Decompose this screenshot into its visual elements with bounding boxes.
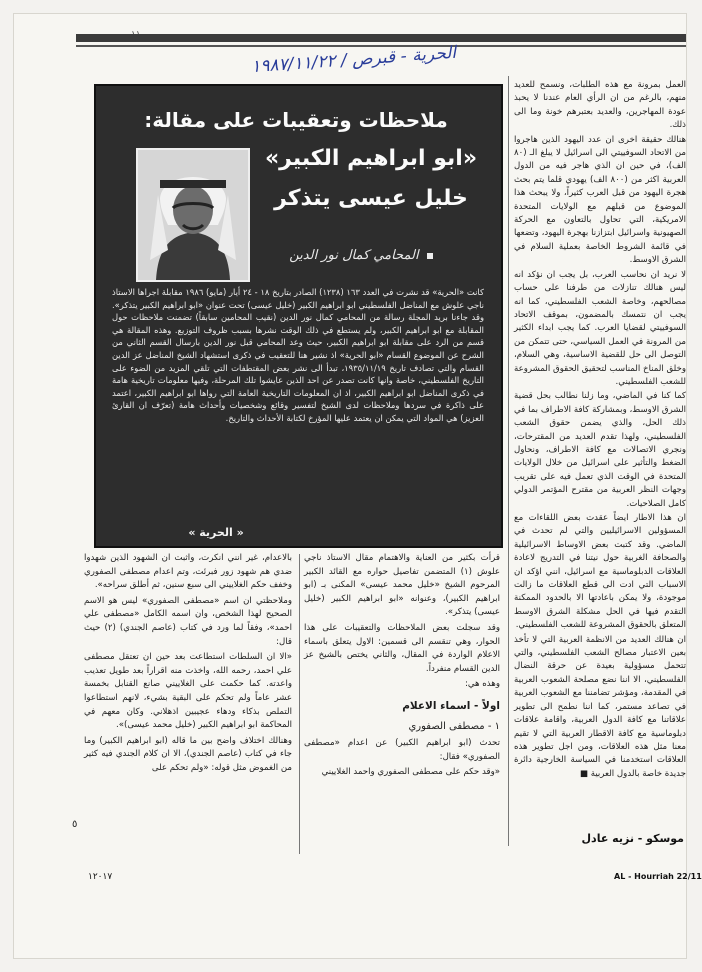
- column-divider: [508, 76, 509, 846]
- middle-paragraph: تحدث (ابو ابراهيم الكبير) عن اعدام «مصطفى الصفوري» فقال:: [304, 738, 500, 762]
- handwritten-source: الحرية - قبرص: [351, 42, 457, 71]
- right-paragraph: العمل بمرونة مع هذه الطلبات، ونسمح للعديد منهم، بالرغم من ان الرأي العام عندنا لا يحبذ عودة المهاجرين، والعديد بعتبرهم خونة وما الى ذلك.: [514, 80, 686, 131]
- right-paragraph: كما كنا في الماضي، وما زلنا نطالب بحل قضية الشرق الاوسط، وبمشاركة كافة الاطراف بما في ذلك الحل، والذي يضمن حقوق الشعب الفلسطيني، ولهذا تقدم العديد من المقترحات، ونجري الاتصالات مع كافة الاطراف، ونحاول الضغط والتأثير على اسرائيل من خلال الولايات المتحدة في الوقت الذي تعمل فيه على تقريب وجهات النظر العربية من مقترح المؤتمر الدولي كامل الصلاحيات.: [514, 391, 686, 509]
- newspaper-clipping: [14, 14, 702, 958]
- feature-intro-text: كانت «الحرية» قد نشرت في العدد ١٦٣ (١٢٣٨) الصادر بتاريخ ١٨ - ٢٤ أيار (مايو) ١٩٨٦ مقابلة اجراها الاستاذ ناجي علوش مع المناضل الفلسطيني ابو ابراهيم الكبير (خليل عيسى) تحت عنوان «ابو ابراهيم الكبير يتذكر». وقد جاءنا بريد المجلة رسالة من المحامي كمال نور الدين (نقيب المحامين سابقاً) تضمنت ملاحظات حول المقابلة مع ابو ابراهيم الكبير، ولم يستطع في ذلك الوقت نشرها بسبب ظروف التوزيع. وهذه المقالة هي قسم من الرد على مقابلة ابو ابراهيم الكبير، حيث وعد المحامي قبل نور الدين بارسال القسم الثاني من الشرح عن الموضوع القسام «ابو الحرية» اذ نشير هنا للتعقيب في ذكرى استشهاد الشيخ المناضل عز الدين القسام والتي تصادف تاريخ ١٩٣٥/١١/١٩، تبدأ الى نشر بعض المقتطفات التي تلقي المزيد من الضوء على التاريخ الفلسطيني، خاصة وانها كانت تصدر عن احد الذين عايشوا تلك المرحلة، وفيها معلومات تاريخية هامة في ذكرى المناضل ابو ابراهيم الكبير، اذ ان المعلومات التاريخية العامة التي رواها ابو ابراهيم الكبير، اعتمد على ذاكرة في سردها وملاحظات لدى الشيخ لتفسير وقائع وشخصيات وأحداث هامة (تعرّف ان القارئ العزيز) هي المواد التي يمكن ان يعتمد عليها المؤرخ لكتابة الأحداث والتاريخ.: [112, 287, 484, 423]
- bullet-icon: [427, 253, 433, 259]
- middle-paragraph: قرأت بكثير من العناية والاهتمام مقال الاستاذ ناجي علوش (١) المتضمن تفاصيل حواره مع القائد الكبير المرحوم الشيخ «خليل محمد عيسى» المكنى بـ (ابو ابراهيم الكبير)، وعنوانه «ابو ابراهيم الكبير (خليل عيسى) يتذكر».: [304, 553, 500, 618]
- page-number: ١٢٠١٧: [88, 872, 113, 882]
- portrait-photo: [136, 148, 250, 282]
- right-paragraph: هنالك حقيقة اخرى ان عدد اليهود الذين هاجروا من الاتحاد السوفييتي الى اسرائيل لا يبلغ الـ (٨٠ الف)، في حين ان الذي هاجر فيه من الدول العربية اكثر من (٨٠٠ الف) يهودي قلما يتم بحث هجرة اليهود من قبل العرب كثيراً، ولا يبحث هذا الموضوع من قبلهم مع الولايات المتحدة الامريكية، التي تحاول بالتعاون مع الحركة الصهيونية واسرائيل ابتزازنا بهجرة اليهود، وتضعها في قائمة الشروط الخاصة بعملية السلام في الشرق الاوسط.: [514, 134, 686, 266]
- left-paragraph: وهنالك اختلاف واضح بين ما قاله (ابو ابراهيم الكبير) وما جاء في كتاب (عاصم الجندي)، الا ان كلام الجندي فيه كثير من الغموض مثل قوله: «ولم تحكم على: [84, 735, 292, 773]
- feature-title-line2: «ابو ابراهيم الكبير»: [264, 146, 478, 171]
- section-heading: اولاً - اسماء الاعلام: [402, 699, 500, 712]
- margin-mark: ٥: [72, 819, 78, 830]
- middle-paragraph: وقد سجلت بعض الملاحظات والتعقيبات على هذا الحوار، وهي تنقسم الى قسمين: الاول يتعلق باسماء الاعلام الواردة في المقال، والثاني يختص بالشيخ عز الدين القسام منفرداً.: [304, 622, 500, 674]
- feature-byline: [246, 248, 476, 263]
- publication-footer: AL - Hourriah 22/11: [614, 872, 702, 881]
- middle-paragraph: «وقد حكم على مصطفى الصفوري واحمد الغلاييني: [321, 767, 500, 778]
- right-paragraph: ان هنالك العديد من الانظمة العربية التي لا تأخذ بعين الاعتبار مصالح الشعب الفلسطيني، والتي تتحمل مسؤولية بعيدة عن حرقة النضال الفلسطيني، الا اننا نضع مصلحة الشعوب العربية في المقدمة، ومؤشر تضامننا مع الشعوب العربية في تصاعد مستمر، كما اننا نطمح الى تطوير علاقاتنا مع كافة الدول العربية، واقامة علاقات دبلوماسية مع كافة الاقطار العربية التي لا تقيم معنا مثل هذه العلاقات، ومن اجل تطوير هذه العلاقات استخدمنا في السياسة الخارجية دائرة جديدة خاصة بالدول العربية ■: [514, 634, 686, 779]
- byline-text: المحامي كمال نور الدين: [289, 248, 419, 263]
- middle-paragraph: وهذه هي:: [464, 679, 500, 690]
- feature-box: [94, 84, 503, 548]
- feature-signature: « الحرية »: [188, 526, 244, 539]
- feature-title-line3: خليل عيسى يتذكر: [274, 186, 468, 211]
- left-paragraph: وملاحظتي ان اسم «مصطفى الصفوري» ليس هو الاسم الصحيح لهذا الشخص، وان اسمه الكامل «مصطفى علي احمد»، وفقاً لما ورد في كتاب (عاصم الجندي) (٢) حيث قال:: [84, 595, 292, 647]
- feature-title-line1: ملاحظات وتعقيبات على مقالة:: [144, 108, 448, 132]
- section-subheading: ١ - مصطفى الصفوري: [408, 720, 500, 732]
- left-paragraph: «الا ان السلطات استطاعت بعد حين ان تعتقل مصطفى علي احمد، رحمه الله، واخذت منه اقراراً بعد طويل تعذيب واعدته. كما حكمت على الغلاييني صانع القنابل بخمسة عشر عاماً ولم تحكم على البقية بشيء، لانهم استطاعوا التملص بذكاء ودهاء عجيبين اذهلاني. وكان معهم في المحاكمة ابو ابراهيم الكبير (خليل محمد عيسى)».: [84, 652, 292, 731]
- top-rule: [76, 34, 686, 42]
- portrait-image: [138, 150, 248, 280]
- left-paragraph: بالاعدام، غير انني انكرت، واثبت ان الشهود الذين شهدوا ضدي هم شهود زور فبرئت، وتم اعدام مصطفى الصفوري وخفف حكم الغلاييني الى سبع سنين، ثم أطلق سراحه».: [84, 553, 292, 591]
- middle-article-column: [304, 552, 500, 862]
- right-paragraph: ان هذا الاطار ايضاً عقدت بعض اللقاءات مع المسؤولين الاسرائيليين والتي لم تحدث في الماضي. وقد كتبت بعض الاوساط الاسرائيلية والصحافة الغربية حول نيتنا في التدريج لاعادة العلاقات الدبلوماسية مع اسرائيل، انني اؤكد ان الاسباب التي ادت الى قطع العلاقات ما زالت موجودة، ولا يمكن باعادتها الا بالحدود الممكنة التقدم فيها في الحل مشكلة الشرق الاوسط المتعلق بالحقوق المشروعة للشعب الفلسطيني.: [514, 513, 686, 631]
- left-article-column: [84, 552, 292, 862]
- handwritten-date: ١٩٨٧/١١/٢٢: [250, 51, 337, 78]
- column-divider: [299, 554, 300, 854]
- right-article-signature: موسكو - نزيه عادل: [581, 832, 684, 845]
- right-paragraph: لا نريد ان نحاسب العرب، بل يجب ان نؤكد انه ليس هنالك تنازلات من طرفنا على حساب مصالحهم، وخاصة الشعب الفلسطيني، كما انه يجب ان نتمسك بالمضمون، بموقف الاتحاد السوفييتي لقضايا العرب. كما يجب ابداء الكثير من المرونة في العمل السياسي، حتى تتمكن من التوصل الى حل للقضية الاساسية، وهي السلام، وخلق المناخ المناسب لتحقيق الحقوق المشروعة للشعب الفلسطيني.: [514, 269, 686, 387]
- handwritten-note: الحرية - قبرص / ١٩٨٧/١١/٢٢: [250, 42, 457, 78]
- top-rule-thin: [76, 45, 686, 47]
- right-article-column: [514, 79, 686, 839]
